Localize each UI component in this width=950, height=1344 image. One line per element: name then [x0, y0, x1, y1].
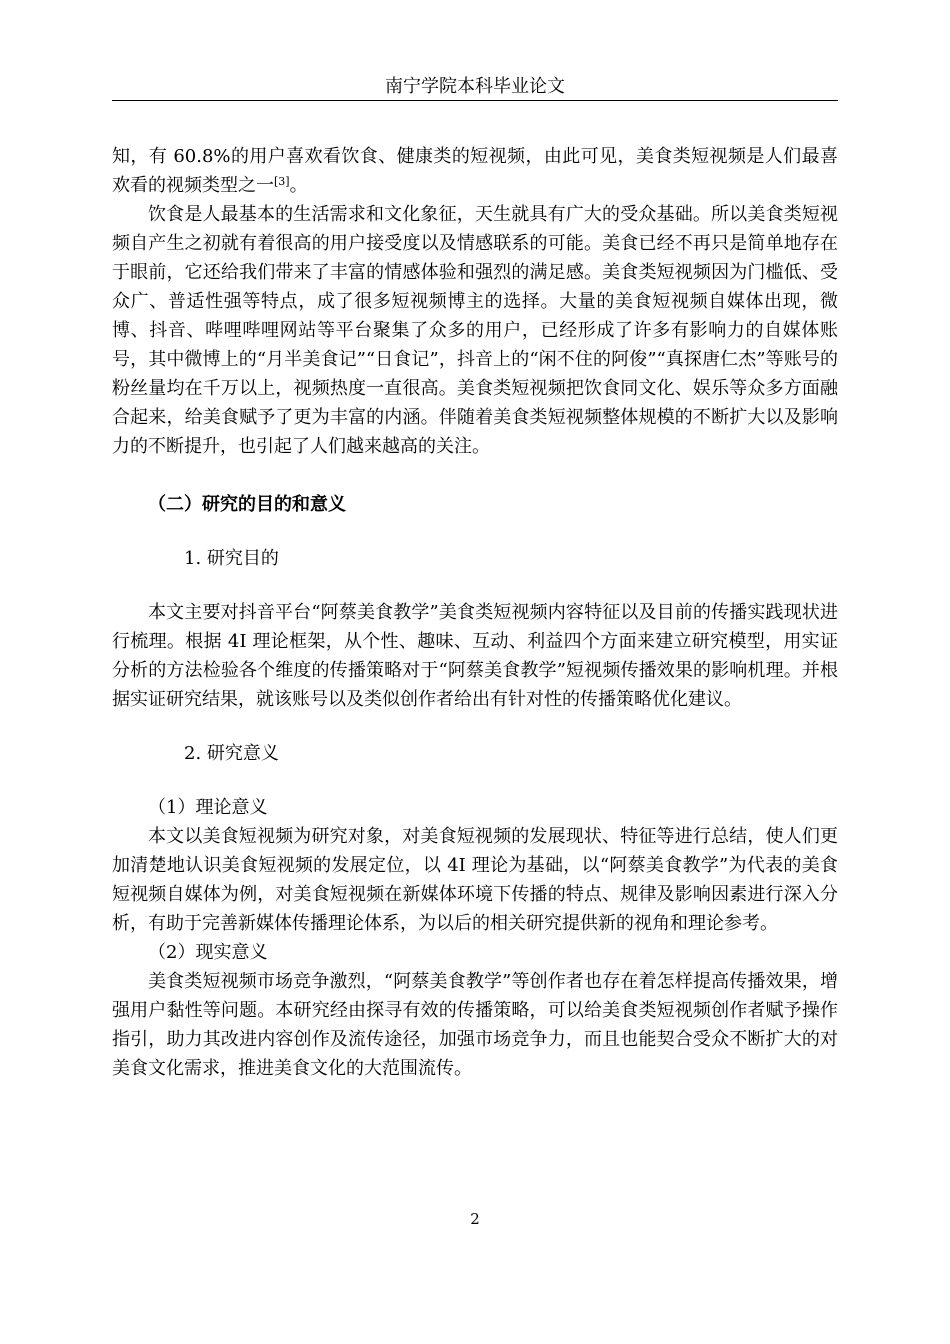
paragraph-continuation — [112, 142, 838, 200]
subsection-heading-significance: 2. 研究意义 — [184, 743, 279, 764]
paragraph-end: 。 — [289, 175, 308, 196]
paragraph-text: 知，有 60.8%的用户喜欢看饮食、健康类的短视频，由此可见，美食类短视频是人们最喜欢看的视频类型之一 — [112, 146, 838, 196]
header-divider — [112, 100, 838, 101]
paragraph-food-background: 饮食是人最基本的生活需求和文化象征，天生就具有广大的受众基础。所以美食类短视频自产生之初就有着很高的用户接受度以及情感联系的可能。美食已经不再只是简单地存在于眼前，它还给我们带来了丰富的情感体验和强烈的满足感。美食类短视频因为门槛低、受众广、普适性强等特点，成了很多短视频博主的选择。大量的美食短视频自媒体出现，微博、抖音、哔哩哔哩网站等平台聚集了众多的用户，已经形成了许多有影响力的自媒体账号，其中微博上的“月半美食记”“日食记”，抖音上的“闲不住的阿俊”“真探唐仁杰”等账号的粉丝量均在千万以上，视频热度一直很高。美食类短视频把饮食同文化、娱乐等众多方面融合起来，给美食赋予了更为丰富的内涵。伴随着美食类短视频整体规模的不断扩大以及影响力的不断提升，也引起了人们越来越高的关注。 — [112, 204, 838, 457]
subsection-heading-purpose: 1. 研究目的 — [184, 548, 279, 569]
paragraph-theory: 本文以美食短视频为研究对象，对美食短视频的发展现状、特征等进行总结，使人们更加清楚地认识美食短视频的发展定位，以 4I 理论为基础，以“阿蔡美食教学”为代表的美食短视频自媒体为例，对美食短视频在新媒体环境下传播的特点、规律及影响因素进行深入分析，有助于完善新媒体传播理论体系，为以后的相关研究提供新的视角和理论参考。 — [112, 826, 838, 934]
document-body — [112, 142, 838, 1083]
subsubsection-heading-theory: （1）理论意义 — [148, 797, 268, 818]
page-number: 2 — [470, 1210, 480, 1228]
citation-marker: [3] — [274, 175, 290, 188]
paragraph-purpose: 本文主要对抖音平台“阿蔡美食教学”美食类短视频内容特征以及目前的传播实践现状进行梳理。根据 4I 理论框架，从个性、趣味、互动、利益四个方面来建立研究模型，用实证分析的方法检验各个维度的传播策略对于“阿蔡美食教学”短视频传播效果的影响机理。并根据实证研究结果，就该账号以及类似创作者给出有针对性的传播策略优化建议。 — [112, 602, 838, 710]
section-heading: （二）研究的目的和意义 — [148, 494, 346, 515]
subsubsection-heading-practice: （2）现实意义 — [148, 942, 268, 963]
running-header: 南宁学院本科毕业论文 — [385, 76, 565, 97]
paragraph-practice: 美食类短视频市场竞争激烈，“阿蔡美食教学”等创作者也存在着怎样提高传播效果，增强用户黏性等问题。本研究经由探寻有效的传播策略，可以给美食类短视频创作者赋予操作指引，助力其改进内容创作及流传途径，加强市场竞争力，而且也能契合受众不断扩大的对美食文化需求，推进美食文化的大范围流传。 — [112, 971, 838, 1079]
